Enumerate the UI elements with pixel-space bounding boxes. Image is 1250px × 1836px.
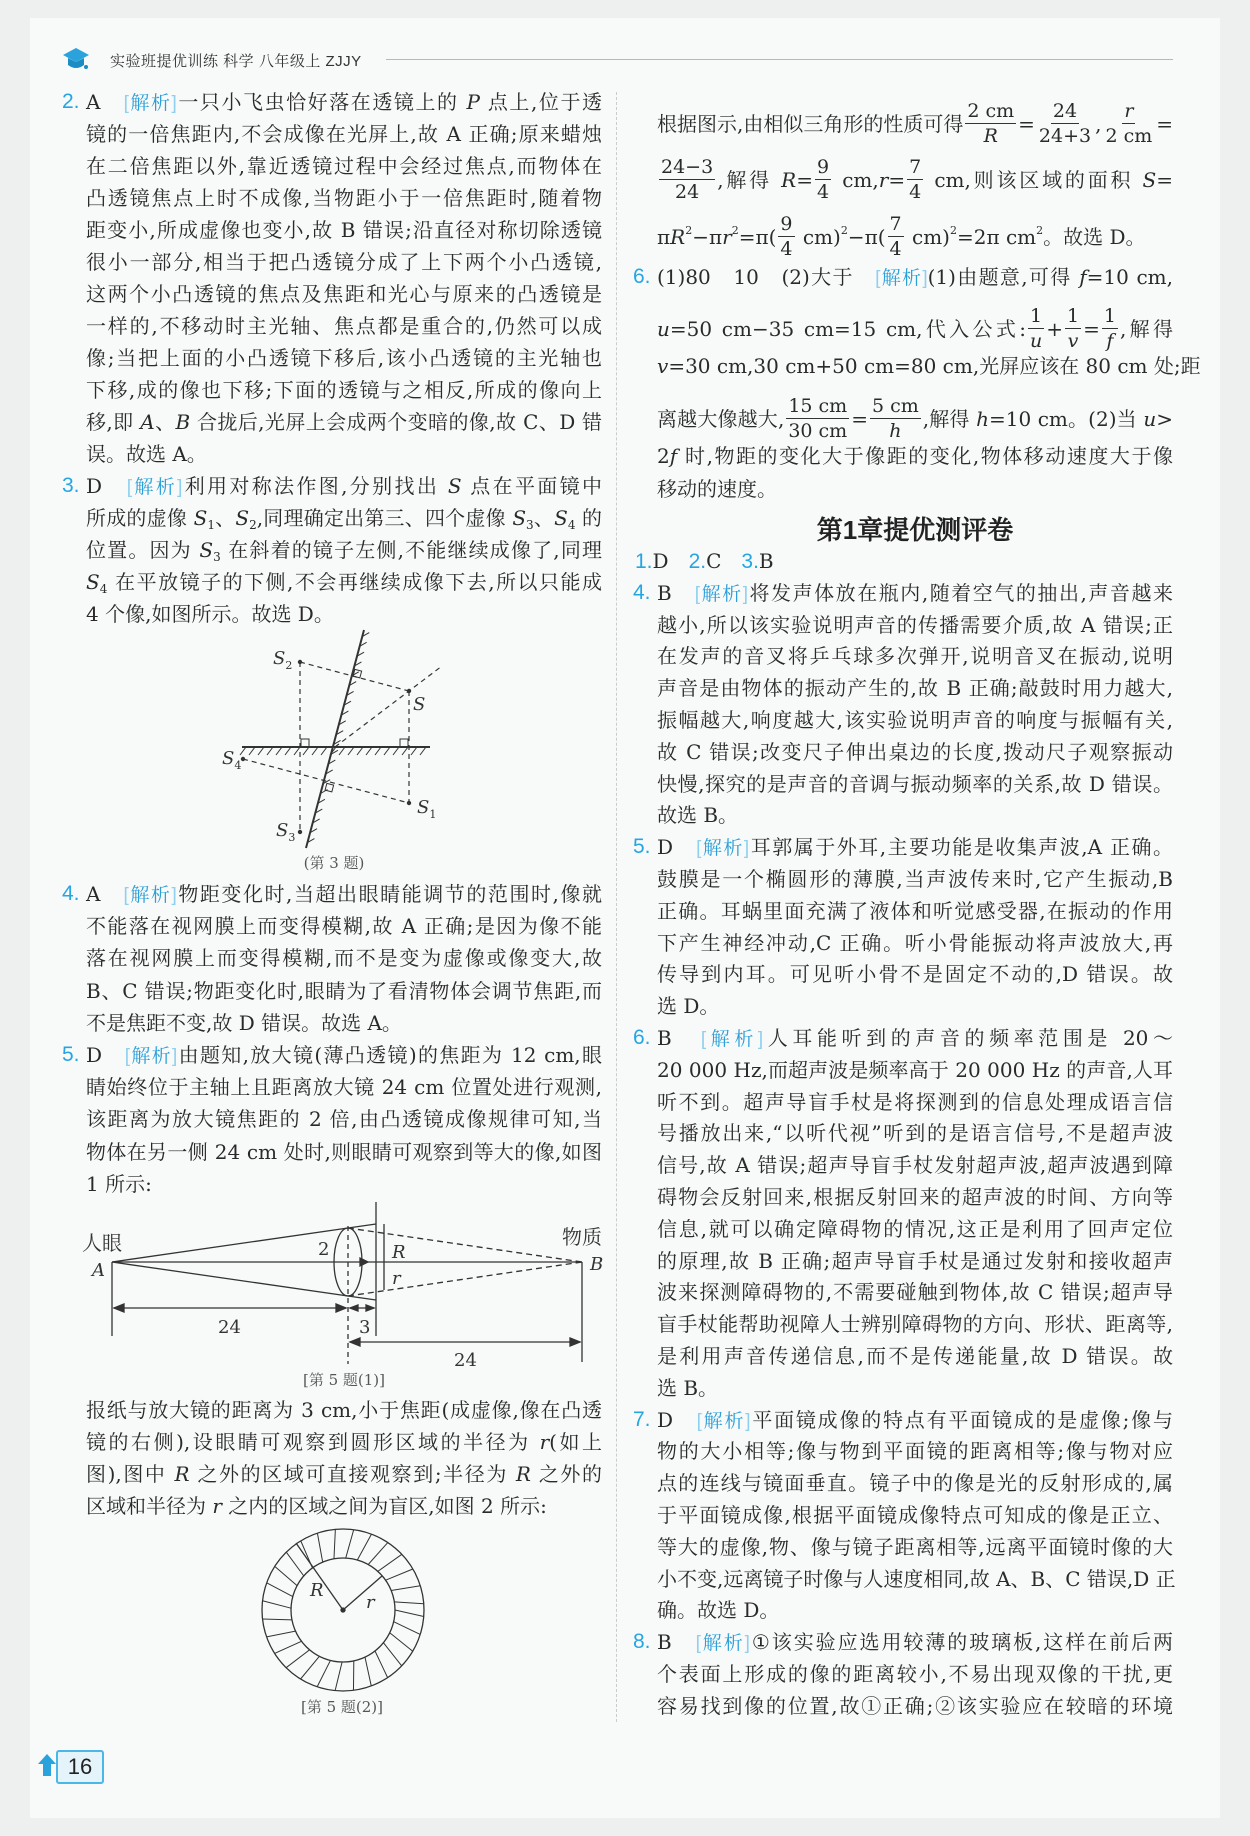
text-run: 于平面镜成像,根据平面镜成像特点可知成的像是正立、 [657, 1503, 1173, 1527]
text-run: 这两个小凸透镜的焦点及焦距和光心与原来的凸透镜是 [86, 282, 602, 306]
text-run: 图),图中 [86, 1462, 175, 1486]
distance-gap-label: 3 [359, 1317, 371, 1338]
text-run: 像;当把上面的小凸透镜下移后,该小凸透镜的主光轴也 [86, 346, 602, 370]
fraction-denominator: 24 [675, 181, 700, 203]
math-variable: R [781, 168, 797, 192]
text-run: = [1156, 168, 1173, 192]
math-variable: A [140, 410, 155, 434]
text-run: 之外的 [530, 1462, 603, 1486]
fraction-numerator: 24 [1052, 100, 1078, 122]
text-run: 物的大小相等;像与物到平面镜的距离相等;像与物对应 [657, 1439, 1173, 1464]
text-run: 所成的虚像 [86, 506, 194, 530]
text-run: > [1156, 407, 1174, 431]
figure-3-mirror-diagram [222, 630, 442, 872]
question-number: 2. [688, 550, 707, 573]
label-s4: $S_4$ [222, 748, 242, 772]
text-run: D [652, 549, 689, 573]
small-radius-label: r [392, 1268, 401, 1289]
fraction-numerator: r [1124, 100, 1134, 122]
text-run: 、 [154, 410, 176, 434]
fraction-denominator: 4 [909, 181, 922, 203]
text-run: 振幅越大,响度越大,该实验说明声音的响度与振幅有关, [657, 708, 1173, 732]
text-run: 落在视网膜上而变得模糊,而不是变为虚像或像变大,故 [86, 946, 602, 971]
subscript: 2 [249, 518, 257, 532]
text-run: 鼓膜是一个椭圆形的薄膜,当声波传来时,它产生振动,B [657, 867, 1173, 891]
analysis-tag: [ 解析 ] [696, 1633, 750, 1654]
distance-right-label: 24 [454, 1350, 477, 1371]
analysis-tag: [ 解析 ] [875, 268, 928, 289]
text-run: 一只小飞虫恰好落在透镜上的 [176, 90, 467, 114]
text-run: ,同理确定出第三、四个虚像 [256, 506, 513, 530]
text-run: 之内的区域之间为盲区,如图 2 所示: [221, 1494, 547, 1518]
text-run: 个表面上形成的像的距离较小,不易出现双像的干扰,更 [657, 1662, 1173, 1686]
text-run: 镜的右侧),设眼睛可观察到圆形区域的半径为 [86, 1430, 540, 1454]
math-variable: r [212, 1494, 222, 1518]
text-run: =2π cm [956, 225, 1037, 249]
chapter-heading: 第1章提优测评卷 [816, 515, 1014, 545]
text-run: (1)80 10 (2)大于 [657, 265, 876, 289]
figure-5-1-lens-diagram [82, 1202, 603, 1389]
superscript: 2 [949, 224, 957, 237]
text-run: cm, [833, 168, 879, 192]
analysis-tag: [ 解析 ] [124, 885, 177, 906]
question-number: 6. [633, 265, 651, 288]
text-run: 下产生神经冲动,C 正确。听小骨能振动将声波放大,再 [657, 930, 1173, 955]
math-variable: S [193, 506, 208, 530]
text-run: 等大的虚像,物、像与镜子距离相等,远离平面镜时像的大 [657, 1534, 1173, 1559]
text-run: 正确。耳蜗里面充满了液体和听觉感受器,在振动的作用 [657, 898, 1173, 923]
math-variable: P [466, 90, 480, 114]
fraction-denominator: u [1029, 330, 1043, 352]
fraction-numerator: 9 [780, 213, 793, 235]
text-run: 在二倍焦距以外,靠近透镜过程中会经过焦点,而物体在 [86, 154, 602, 178]
subscript: 3 [526, 518, 534, 532]
text-run: 确。故选 D。 [657, 1598, 780, 1623]
text-run: 利用对称法作图,分别找出 [182, 474, 448, 498]
analysis-tag: [ 解析 ] [697, 1411, 751, 1432]
text-run: 越小,所以该实验说明声音的传播需要介质,故 A 错误;正 [657, 612, 1173, 637]
question-number: 5. [62, 1043, 80, 1066]
fraction-denominator: 4 [780, 238, 793, 260]
figure-3-caption: (第 3 题) [303, 854, 365, 872]
text-run: 小不变,远离镜子时像与人速度相同,故 A、B、C 错误,D 正 [657, 1566, 1176, 1591]
fraction-numerator: 7 [909, 156, 922, 178]
math-variable: r [878, 168, 889, 192]
text-run: ,解得 [717, 168, 782, 192]
analysis-tag: [ 解析 ] [701, 1029, 763, 1050]
text-run: = [888, 168, 906, 192]
text-run: 快慢,探究的是声音的音调与振动频率的关系,故 D 错误。 [657, 771, 1173, 796]
text-run: A [86, 90, 124, 114]
text-run: =50 cm−35 cm=15 cm,代入公式: [669, 317, 1026, 341]
text-run: 移动的速度。 [657, 477, 777, 501]
text-run: 区域和半径为 [86, 1494, 213, 1518]
text-run: 不能落在视网膜上而变得模糊,故 A 正确;是因为像不能 [86, 914, 602, 939]
text-run: 20 000 Hz,而超声波是频率高于 20 000 Hz 的声音,人耳 [657, 1057, 1173, 1082]
text-run: 信息,就可以确定障碍物的情况,这正是利用了回声定位 [657, 1216, 1173, 1241]
page-number: 16 [56, 1750, 104, 1784]
label-s1: $S_1$ [417, 797, 437, 821]
text-run: 该距离为放大镜焦距的 2 倍,由凸透镜成像规律可知,当 [86, 1107, 602, 1132]
text-run: 容易找到像的位置,故①正确;②该实验应在较暗的环境 [657, 1693, 1173, 1718]
subscript: 4 [567, 518, 576, 532]
question-number: 8. [633, 1630, 651, 1654]
text-run: 由题知,放大镜(薄凸透镜)的焦距为 12 cm,眼 [177, 1043, 602, 1067]
question-number: 1. [635, 550, 653, 573]
text-run: =10 cm, [1086, 265, 1173, 289]
fraction-numerator: 15 cm [788, 395, 848, 417]
text-run: , [1095, 112, 1102, 136]
text-run: 点上,位于透 [479, 90, 602, 114]
superscript: 2 [1036, 224, 1044, 237]
text-run: 报纸与放大镜的距离为 3 cm,小于焦距(成虚像,像在凸透 [86, 1398, 602, 1422]
text-run: 、 [533, 506, 555, 530]
object-label: 物质 [562, 1225, 602, 1249]
text-run: 号播放出来,“以听代视”听到的是语言信号,不是超声波 [657, 1121, 1173, 1146]
fraction-denominator: 30 cm [788, 420, 848, 442]
text-run: cm) [905, 225, 950, 249]
text-run: ,解得 [1119, 317, 1173, 341]
text-run: 误。故选 A。 [86, 442, 207, 466]
text-run: 物体在另一侧 24 cm 处时,则眼睛可观察到等大的像,如图 [86, 1139, 602, 1164]
figure-5-2-ring-diagram [262, 1529, 424, 1716]
label-s2: $S_2$ [273, 648, 293, 672]
math-variable: f [1079, 265, 1087, 289]
fraction-numerator: 1 [1066, 305, 1080, 327]
subscript: 3 [213, 550, 221, 564]
text-run: 人耳能听到的声音的频率范围是 20～ [763, 1026, 1173, 1050]
text-run: 故 C 错误;改变尺子伸出桌边的长度,拨动尺子观察振动 [657, 739, 1173, 764]
analysis-tag: [ 解析 ] [696, 838, 749, 859]
text-run: =10 cm。(2)当 [988, 407, 1144, 431]
analysis-tag: [ 解析 ] [695, 584, 748, 605]
text-run: 信号,故 A 错误;超声导盲手杖发射超声波,超声波遇到障 [657, 1153, 1173, 1178]
text-run: =π( [738, 225, 777, 249]
math-variable: S [554, 506, 568, 530]
text-run: D [86, 474, 127, 498]
text-run: −π [692, 225, 723, 249]
math-variable: S [447, 474, 462, 498]
text-run: B [758, 549, 774, 573]
fraction-numerator: 2 cm [967, 100, 1015, 122]
text-run: 不是焦距不变,故 D 错误。故选 A。 [86, 1010, 402, 1035]
text-run: 2 [657, 444, 670, 468]
question-number: 3. [741, 550, 759, 573]
text-run: 很小一部分,相当于把凸透镜分成了上下两个小凸透镜, [86, 250, 602, 274]
fraction-numerator: 9 [816, 156, 830, 178]
subscript: 1 [207, 518, 215, 532]
math-variable: R [174, 1462, 190, 1486]
text-run: 碍物会反射回来,根据反射回来的超声波的时间、方向等 [657, 1185, 1173, 1209]
point-a-label: A [92, 1260, 105, 1281]
text-run: + [1046, 317, 1063, 341]
text-run: (1)由题意,可得 [927, 265, 1080, 289]
text-run: ①该实验应选用较薄的玻璃板,这样在前后两 [749, 1630, 1173, 1655]
text-run: =30 cm,30 cm+50 cm=80 cm,光屏应该在 80 cm 处;距 [668, 354, 1201, 378]
math-variable: S [512, 506, 527, 530]
text-run: 在平放镜子的下侧,不会再继续成像下去,所以只能成 [107, 570, 602, 594]
text-run: 点的连线与镜面垂直。镜子中的像是光的反射形成的,属 [657, 1471, 1173, 1496]
text-run: = [1156, 112, 1174, 136]
fraction-denominator: 2 cm [1105, 125, 1153, 147]
text-run: 睛始终位于主轴上且距离放大镜 24 cm 位置处进行观测, [86, 1075, 602, 1100]
fraction-numerator: 5 cm [871, 395, 919, 417]
question-number: 3. [62, 474, 80, 497]
small-radius-label: r [366, 1592, 375, 1613]
label-s3: $S_3$ [276, 820, 296, 844]
text-run: 选 B。 [657, 1375, 719, 1400]
big-radius-label: R [310, 1580, 324, 1601]
text-run: 是利用声音传递信息,而不是传递能量,故 D 错误。故 [657, 1344, 1173, 1368]
question-number: 6. [633, 1026, 651, 1049]
text-run: 、 [214, 506, 236, 530]
math-variable: h [976, 407, 989, 431]
text-run: 4 个像,如图所示。故选 D。 [86, 602, 334, 626]
text-run: 距变小,所成虚像也变小,故 B 错误;沿直径对称切除透镜 [86, 218, 602, 242]
text-run: 镜的一倍焦距内,不会成像在光屏上,故 A 正确;原来蜡烛 [86, 122, 602, 146]
figure-5-1-caption: [第 5 题(1)] [302, 1371, 386, 1389]
superscript: 2 [685, 224, 693, 237]
math-variable: R [515, 1462, 531, 1486]
text-run: 选 D。 [657, 994, 720, 1019]
fraction-denominator: h [889, 420, 902, 442]
text-run: 波来探测障碍物的,不需要碰触到物体,故 C 错误;超声导 [657, 1280, 1173, 1305]
text-run: 的 [575, 506, 603, 530]
text-run: A [86, 882, 124, 906]
text-run: ,解得 [922, 407, 977, 431]
text-run: 盲手杖能帮助视障人士辨别障碍物的方向、形状、距离等, [657, 1312, 1173, 1337]
slanted-mirror [306, 630, 364, 848]
text-run: 点在平面镜中 [461, 474, 602, 498]
text-run: 在斜着的镜子左侧,不能继续成像了,同理 [220, 538, 602, 562]
text-run: 凸透镜焦点上时不成像,当物距小于一倍焦距时,随着物 [86, 186, 602, 210]
superscript: 2 [840, 224, 848, 237]
analysis-tag: [ 解析 ] [125, 1046, 178, 1067]
superscript: 2 [731, 224, 739, 237]
distance-left-label: 24 [218, 1317, 241, 1338]
subscript: 4 [99, 582, 108, 596]
text-run: 时,物距的变化大于像距的变化,物体移动速度大于像 [677, 444, 1173, 468]
math-variable: B [175, 410, 191, 434]
text-run: 合拢后,光屏上会成两个变暗的像,故 C、D 错 [190, 410, 603, 434]
fraction-numerator: 1 [1103, 305, 1116, 327]
text-run: 在发声的音叉将乒乓球多次弹开,说明音叉在振动,说明 [657, 644, 1173, 669]
text-run: B [657, 580, 695, 605]
text-run: C [706, 549, 742, 573]
text-run: 1 所示: [86, 1171, 152, 1196]
math-variable: f [669, 444, 678, 468]
analysis-tag: [ 解析 ] [124, 93, 177, 114]
text-run: B [657, 1630, 696, 1655]
math-variable: v [657, 354, 669, 378]
figure-5-2-caption: [第 5 题(2)] [300, 1698, 384, 1716]
text-run: B [657, 1026, 701, 1050]
text-run: 之外的区域可直接观察到;半径为 [189, 1462, 516, 1486]
question-number: 4. [633, 580, 651, 604]
text-run: (如上 [549, 1430, 602, 1454]
book-title: 实验班提优训练 科学 八年级上 ZJJY [110, 53, 362, 70]
question-number: 7. [633, 1407, 651, 1431]
math-variable: u [1143, 407, 1157, 431]
math-variable: S [86, 570, 100, 594]
fraction-denominator: 4 [816, 181, 830, 203]
math-variable: R [670, 225, 686, 249]
text-run: −π( [847, 225, 886, 249]
analysis-tag: [ 解析 ] [127, 477, 183, 498]
text-run: = [851, 407, 868, 431]
fraction-denominator: 4 [889, 238, 902, 260]
text-run: 下移,成的像也下移;下面的透镜与之相反,所成的像向上 [86, 378, 602, 402]
text-run: 一样的,不移动时主光轴、焦点都是重合的,仍然可以成 [86, 314, 602, 338]
label-s: S [413, 694, 426, 715]
eye-label: 人眼 [82, 1231, 122, 1255]
text-run: 物距变化时,当超出眼睛能调节的范围时,像就 [176, 882, 602, 906]
text-run: 传导到内耳。可见听小骨不是固定不动的,D 错误。故 [657, 962, 1173, 987]
fraction-denominator: R [983, 125, 998, 147]
fraction-denominator: f [1106, 330, 1114, 352]
text-run: 声音是由物体的振动产生的,故 B 正确;敲鼓时用力越大, [657, 676, 1173, 701]
text-run: 的原理,故 B 正确;超声导盲手杖是通过发射和接收超声 [657, 1248, 1173, 1273]
math-variable: S [199, 538, 214, 562]
text-run: D [657, 1407, 697, 1432]
text-run: 。故选 D。 [1043, 225, 1146, 249]
text-run: cm,则该区域的面积 [925, 168, 1143, 192]
text-run: 故选 B。 [657, 803, 739, 828]
text-run: = [1018, 112, 1035, 136]
fraction-denominator: v [1067, 330, 1079, 352]
question-number: 5. [633, 835, 651, 859]
text-run: 听不到。超声导盲手杖是将探测到的信息处理成语言信 [657, 1089, 1173, 1114]
math-variable: S [1142, 168, 1157, 192]
question-number: 2. [62, 90, 80, 113]
fraction-numerator: 1 [1030, 305, 1043, 327]
lens-half-height-label: 2 [318, 1239, 330, 1260]
text-run: D [86, 1043, 125, 1067]
fraction-denominator: 24+3 [1038, 125, 1092, 147]
text-run: B、C 错误;物距变化时,眼睛为了看清物体会调节焦距,而 [86, 978, 602, 1003]
big-radius-label: R [392, 1242, 406, 1263]
text-run: 平面镜成像的特点有平面镜成的是虚像;像与 [750, 1407, 1173, 1432]
point-b-label: B [590, 1254, 604, 1275]
question-number: 4. [62, 882, 80, 905]
page-number-badge [38, 1750, 102, 1784]
text-run: D [657, 835, 697, 860]
text-run: 耳郭属于外耳,主要功能是收集声波,A 正确。 [749, 835, 1173, 860]
text-run: π [657, 225, 671, 249]
fraction-numerator: 7 [889, 213, 902, 235]
text-run: = [796, 168, 813, 192]
fraction-numerator: 24−3 [661, 156, 714, 178]
math-variable: r [539, 1430, 550, 1454]
math-variable: u [657, 317, 670, 341]
text-run: = [1083, 317, 1100, 341]
text-run: 移,即 [86, 410, 141, 434]
math-variable: r [722, 225, 732, 249]
up-arrow-icon [38, 1754, 56, 1780]
text-run: 离越大像越大, [657, 407, 785, 431]
text-run: 位置。因为 [86, 538, 200, 562]
math-variable: S [235, 506, 250, 530]
text-run: 根据图示,由相似三角形的性质可得 [657, 112, 964, 136]
text-run: cm) [796, 225, 841, 249]
text-run: 将发声体放在瓶内,随着空气的抽出,声音越来 [747, 580, 1173, 605]
